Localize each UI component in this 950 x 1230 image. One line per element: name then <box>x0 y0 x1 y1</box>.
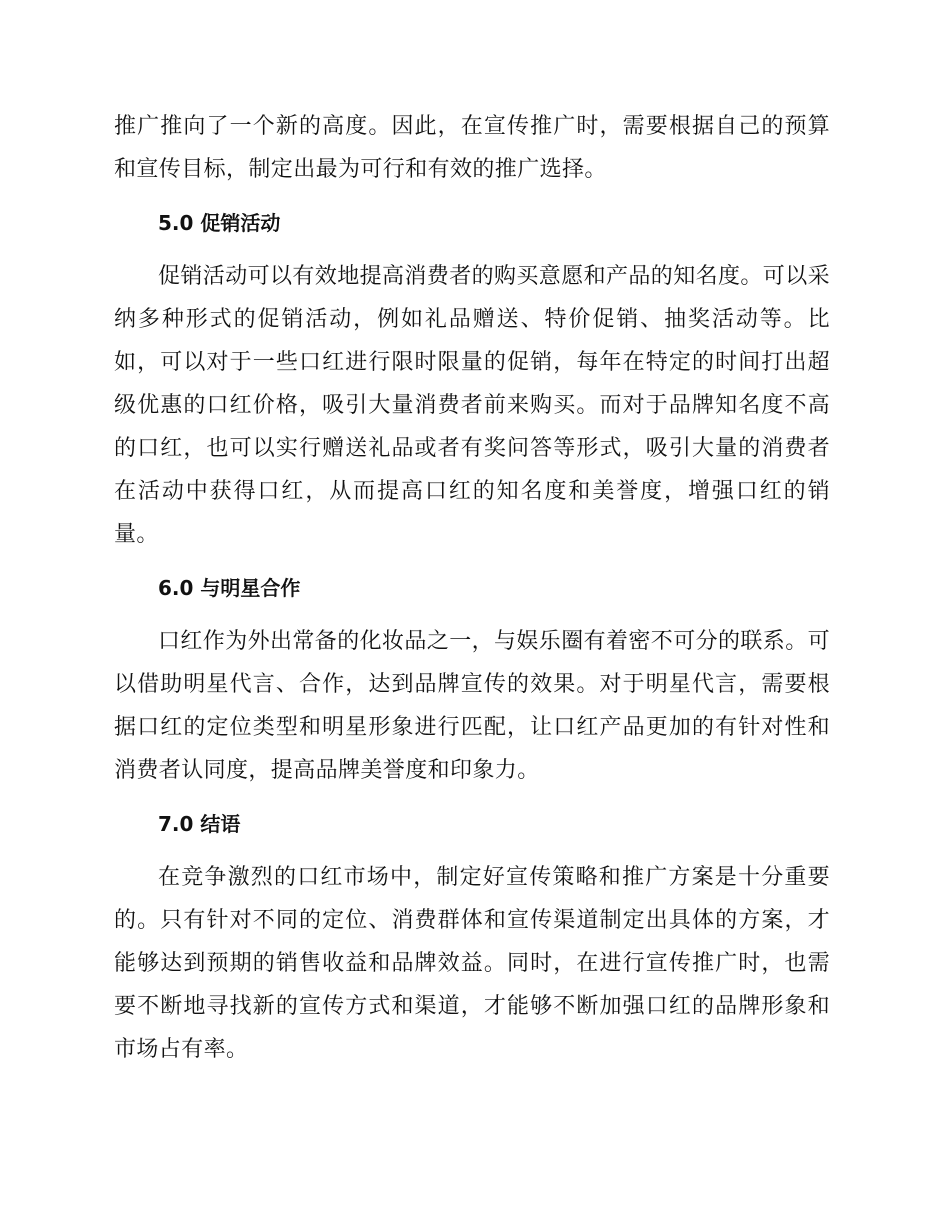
section-body-promotion: 促销活动可以有效地提高消费者的购买意愿和产品的知名度。可以采纳多种形式的促销活动，例如礼品赠送、特价促销、抽奖活动等。比如，可以对于一些口红进行限时限量的促销，每年在特定的时间打出超级优惠的口红价格，吸引大量消费者前来购买。而对于品牌知名度不高的口红，也可以实行赠送礼品或者有奖问答等形式，吸引大量的消费者在活动中获得口红，从而提高口红的知名度和美誉度，增强口红的销量。 <box>114 264 831 547</box>
document-page <box>114 105 830 1071</box>
section-heading-promotion: 5.0 促销活动 <box>158 211 281 235</box>
section-heading-conclusion: 7.0 结语 <box>158 812 241 836</box>
section-heading-celebrity: 6.0 与明星合作 <box>158 576 301 600</box>
section-body-conclusion: 在竞争激烈的口红市场中，制定好宣传策略和推广方案是十分重要的。只有针对不同的定位、消费群体和宣传渠道制定出具体的方案，才能够达到预期的销售收益和品牌效益。同时，在进行宣传推广时，也需要不断地寻找新的宣传方式和渠道，才能够不断加强口红的品牌形象和市场占有率。 <box>114 865 830 1062</box>
intro-paragraph: 推广推向了一个新的高度。因此，在宣传推广时，需要根据自己的预算和宣传目标，制定出最为可行和有效的推广选择。 <box>114 114 830 182</box>
section-body-celebrity: 口红作为外出常备的化妆品之一，与娱乐圈有着密不可分的联系。可以借助明星代言、合作，达到品牌宣传的效果。对于明星代言，需要根据口红的定位类型和明星形象进行匹配，让口红产品更加的有针对性和消费者认同度，提高品牌美誉度和印象力。 <box>114 629 831 783</box>
